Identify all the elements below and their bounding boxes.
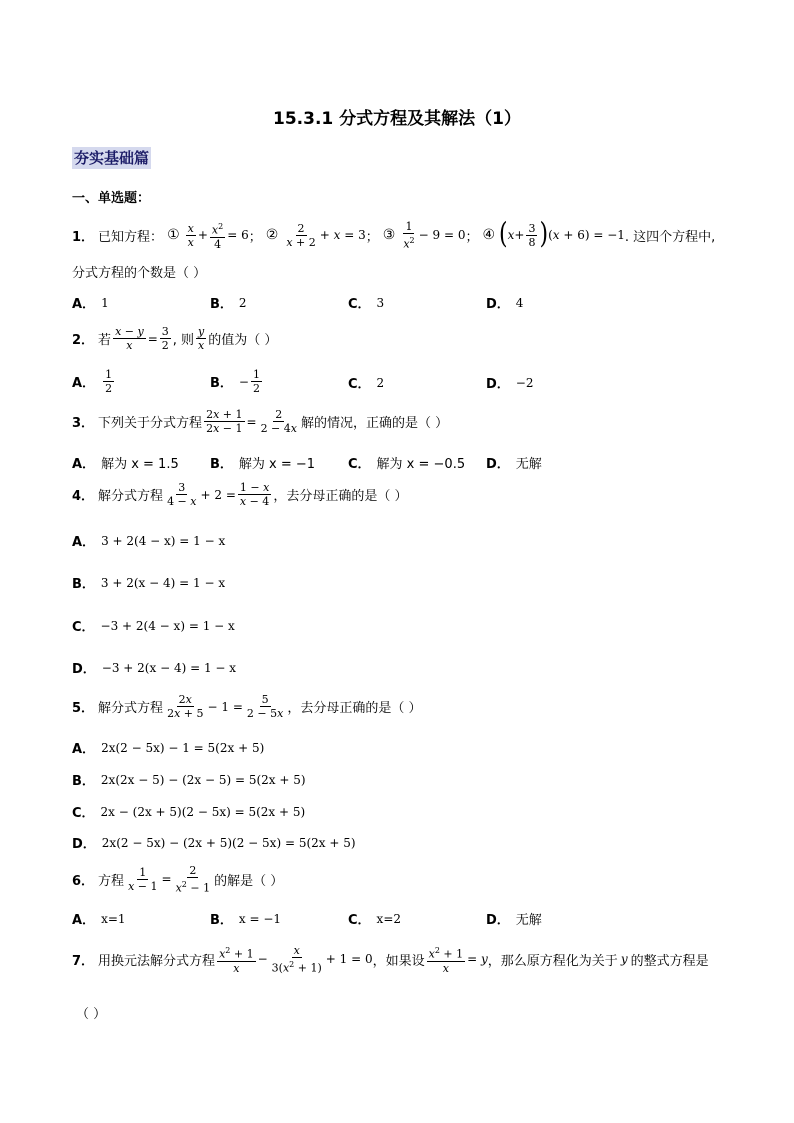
fraction: $\frac{5}{2 - 5x}$ xyxy=(246,693,284,720)
option-a[interactable]: A． 解为 x = 1.5 xyxy=(72,457,179,472)
answer-blank: （ ） xyxy=(76,1007,107,1022)
fraction: $\frac{3}{8}$ xyxy=(528,221,536,249)
fraction: $\frac{x}{3(x^2 + 1)}$ xyxy=(271,944,322,975)
circled-4: ④ xyxy=(482,227,496,244)
fraction: $\frac{2}{x + 2}$ xyxy=(286,221,316,249)
question-5: 5． 解分式方程 $\frac{2x}{2x + 5}$ − 1 = $\frac{5}{2 - 5x}$ ，去分母正确的是（ ） xyxy=(72,693,422,720)
option-c[interactable]: C． 解为 x = −0.5 xyxy=(348,457,466,472)
option-b[interactable]: B． − $\frac{1}{2}$ xyxy=(210,368,260,395)
section-tag: 夯实基础篇 xyxy=(74,149,150,167)
option-c[interactable]: C． x=2 xyxy=(348,911,402,928)
page-title: 15.3.1 分式方程及其解法（1） xyxy=(273,109,521,129)
question-number: 3． xyxy=(72,416,95,431)
question-text: 分式方程的个数是（ ） xyxy=(72,266,207,281)
question-number: 2． xyxy=(72,333,95,348)
option-b[interactable]: B． 解为 x = −1 xyxy=(210,457,316,472)
question-3: 3． 下列关于分式方程 $\frac{2x + 1}{2x - 1}$ = $\frac{2}{2 - 4x}$ 解的情况，正确的是（ ） xyxy=(72,408,449,435)
option-c[interactable]: C． −3 + 2(4 − x) = 1 − x xyxy=(72,618,235,635)
question-number: 7． xyxy=(72,953,95,969)
option-d[interactable]: D． 4 xyxy=(486,295,524,312)
fraction: $\frac{2x + 1}{2x - 1}$ xyxy=(206,408,243,435)
circled-1: ① xyxy=(167,227,180,244)
fraction: $\frac{1}{x - 1}$ xyxy=(128,865,158,893)
option-b[interactable]: B． x = −1 xyxy=(210,911,282,928)
circled-3: ③ xyxy=(382,227,396,244)
fraction: $\frac{1 - x}{x - 4}$ xyxy=(239,481,270,508)
part-title: 一、单选题： xyxy=(72,191,151,206)
question-text: 已知方程： xyxy=(98,229,164,245)
question-text: . 这四个方程中, xyxy=(624,229,716,245)
fraction: $\frac{1}{x^2}$ xyxy=(403,220,415,251)
fraction: $\frac{x - y}{x}$ xyxy=(115,325,144,352)
fraction: $\frac{y}{x}$ xyxy=(198,325,205,352)
fraction: $\frac{2}{2 - 4x}$ xyxy=(260,408,297,435)
fraction: $\frac{2}{x^2 - 1}$ xyxy=(175,864,211,895)
option-c[interactable]: C． 2 xyxy=(348,375,385,392)
option-d[interactable]: D． −2 xyxy=(486,375,534,392)
option-c[interactable]: C． 3 xyxy=(348,295,385,312)
option-b[interactable]: B． 2 xyxy=(210,295,247,312)
fraction: $\frac{x^2 + 1}{x}$ xyxy=(219,946,254,975)
fraction: $\frac{2x}{2x + 5}$ xyxy=(167,693,204,720)
question-number: 1． xyxy=(72,229,95,245)
question-7: 7． 用换元法解分式方程 $\frac{x^2 + 1}{x}$ − $\frac{x}{3(x^2 + 1)}$ + 1 = 0 ，如果设 $\frac{x^2 + 1}{x}$ = y ，那么原方程化为关于 y 的整式方程是 xyxy=(72,944,709,975)
option-d[interactable]: D． 无解 xyxy=(486,913,542,928)
option-a[interactable]: A． 3 + 2(4 − x) = 1 − x xyxy=(72,533,226,550)
question-4: 4． 解分式方程 $\frac{3}{4 - x}$ + 2 = $\frac{1 - x}{x - 4}$ ，去分母正确的是（ ） xyxy=(72,481,408,508)
option-a[interactable]: A． $\frac{1}{2}$ xyxy=(72,368,113,395)
option-b[interactable]: B． 2x(2x − 5) − (2x − 5) = 5(2x + 5) xyxy=(72,772,306,789)
fraction: $\frac{3}{4 - x}$ xyxy=(167,481,197,508)
fraction: $\frac{x}{x}$ xyxy=(187,221,194,249)
option-d[interactable]: D． 无解 xyxy=(486,457,542,472)
question-number: 5． xyxy=(72,701,95,716)
question-2: 2． 若 $\frac{x - y}{x}$ = $\frac{3}{2}$ , 则 $\frac{y}{x}$ 的值为（ ） xyxy=(72,325,278,352)
option-a[interactable]: A． 1 xyxy=(72,295,109,312)
fraction: $\frac{x^2 + 1}{x}$ xyxy=(428,946,464,975)
option-d[interactable]: D． 2x(2 − 5x) − (2x + 5)(2 − 5x) = 5(2x + 5) xyxy=(72,835,356,852)
question-6: 6． 方程 $\frac{1}{x - 1}$ = $\frac{2}{x^2 - 1}$ 的解是（ ） xyxy=(72,864,284,895)
question-1: 1． 已知方程： ① $\frac{x}{x}$ + $\frac{x^2}{4}$ = 6 ； ② $\frac{2}{x + 2}$ + x = 3 ； ③ $\frac{1}{x^2}$ − 9 = 0 ； ④ ( x + $\frac{3}{8}$ ) (x + 6) = −1 . 这四个方程中, xyxy=(72,218,716,251)
circled-2: ② xyxy=(265,227,279,244)
option-c[interactable]: C． 2x − (2x + 5)(2 − 5x) = 5(2x + 5) xyxy=(72,804,306,821)
option-a[interactable]: A． x=1 xyxy=(72,911,126,928)
fraction: $\frac{x^2}{4}$ xyxy=(211,222,224,251)
option-a[interactable]: A． 2x(2 − 5x) − 1 = 5(2x + 5) xyxy=(72,740,265,757)
option-b[interactable]: B． 3 + 2(x − 4) = 1 − x xyxy=(72,575,226,592)
question-number: 6． xyxy=(72,873,95,889)
fraction: $\frac{3}{2}$ xyxy=(161,325,169,352)
question-number: 4． xyxy=(72,489,95,504)
option-d[interactable]: D． −3 + 2(x − 4) = 1 − x xyxy=(72,660,237,677)
